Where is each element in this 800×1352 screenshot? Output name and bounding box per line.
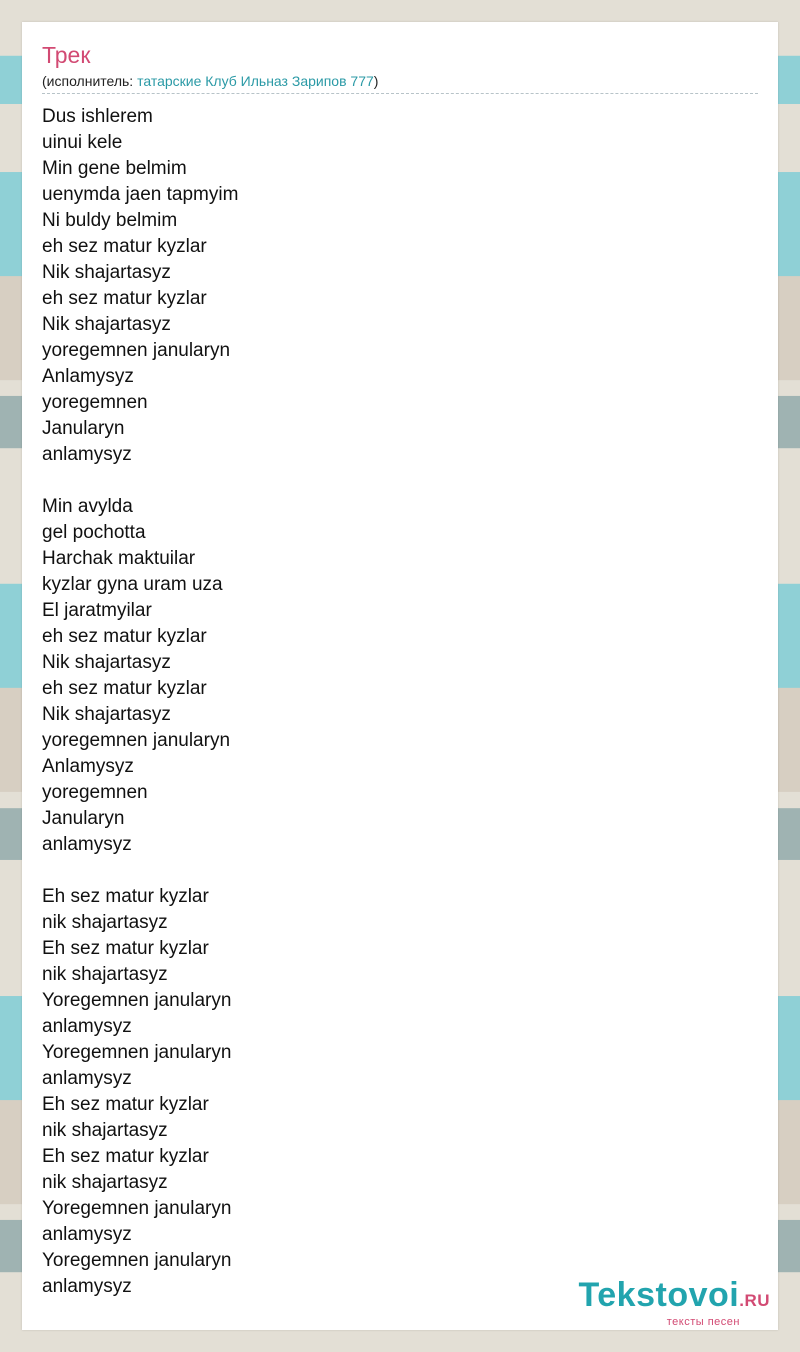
lyric-line: Eh sez matur kyzlar bbox=[42, 938, 209, 959]
lyric-line: uinui kele bbox=[42, 132, 123, 153]
lyric-line: anlamysyz bbox=[42, 1276, 132, 1297]
lyric-line: Dus ishlerem bbox=[42, 106, 153, 127]
lyric-line: anlamysyz bbox=[42, 834, 132, 855]
lyric-line: Nik shajartasyz bbox=[42, 262, 171, 283]
artist-line bbox=[42, 73, 758, 94]
lyric-line: eh sez matur kyzlar bbox=[42, 678, 207, 699]
lyric-line: kyzlar gyna uram uza bbox=[42, 574, 223, 595]
lyric-line: nik shajartasyz bbox=[42, 1120, 168, 1141]
lyric-line: yoregemnen janularyn bbox=[42, 730, 231, 751]
lyric-line: Min gene belmim bbox=[42, 158, 187, 179]
lyric-line: Yoregemnen janularyn bbox=[42, 1250, 232, 1271]
lyrics-card bbox=[22, 22, 778, 1330]
lyric-line: Anlamysyz bbox=[42, 756, 134, 777]
lyric-line: eh sez matur kyzlar bbox=[42, 288, 207, 309]
lyric-line: Yoregemnen janularyn bbox=[42, 1198, 232, 1219]
lyric-line: Nik shajartasyz bbox=[42, 704, 171, 725]
lyric-line: eh sez matur kyzlar bbox=[42, 236, 207, 257]
lyric-line: nik shajartasyz bbox=[42, 912, 168, 933]
lyric-line: anlamysyz bbox=[42, 1068, 132, 1089]
logo-name: Tekstovoi bbox=[578, 1276, 740, 1314]
lyric-line: uenymda jaen tapmyim bbox=[42, 184, 239, 205]
page-title: Трек bbox=[42, 42, 91, 68]
lyric-line: gel pochotta bbox=[42, 522, 146, 543]
lyric-line: nik shajartasyz bbox=[42, 964, 168, 985]
lyric-line: Yoregemnen janularyn bbox=[42, 990, 232, 1011]
lyric-line: Harchak maktuilar bbox=[42, 548, 196, 569]
lyric-line bbox=[42, 468, 238, 494]
lyric-line: Janularyn bbox=[42, 418, 125, 439]
lyric-line: anlamysyz bbox=[42, 1016, 132, 1037]
logo-tld: .RU bbox=[739, 1291, 770, 1310]
lyric-line: Nik shajartasyz bbox=[42, 652, 171, 673]
lyric-line: Eh sez matur kyzlar bbox=[42, 886, 209, 907]
lyric-line bbox=[42, 858, 238, 884]
lyric-line: Janularyn bbox=[42, 808, 125, 829]
lyric-line: eh sez matur kyzlar bbox=[42, 626, 207, 647]
lyrics-text bbox=[42, 104, 238, 1300]
lyric-line: anlamysyz bbox=[42, 444, 132, 465]
lyric-line: Min avylda bbox=[42, 496, 133, 517]
lyric-line: yoregemnen bbox=[42, 782, 148, 803]
lyric-line: nik shajartasyz bbox=[42, 1172, 168, 1193]
lyric-line: Eh sez matur kyzlar bbox=[42, 1094, 209, 1115]
lyric-line: El jaratmyilar bbox=[42, 600, 152, 621]
lyric-line: anlamysyz bbox=[42, 1224, 132, 1245]
logo-tagline: тексты песен bbox=[666, 1316, 740, 1328]
lyric-line: yoregemnen janularyn bbox=[42, 340, 231, 361]
site-logo[interactable] bbox=[579, 1278, 770, 1328]
lyric-line: Eh sez matur kyzlar bbox=[42, 1146, 209, 1167]
lyric-line: Anlamysyz bbox=[42, 366, 134, 387]
lyric-line: Ni buldy belmim bbox=[42, 210, 178, 231]
artist-link[interactable]: татарские Клуб Ильназ Зарипов 777 bbox=[137, 73, 374, 89]
lyric-line: Yoregemnen janularyn bbox=[42, 1042, 232, 1063]
logo-wordmark bbox=[579, 1278, 770, 1318]
artist-suffix: ) bbox=[373, 73, 379, 89]
lyric-line: Nik shajartasyz bbox=[42, 314, 171, 335]
artist-prefix: (исполнитель: bbox=[42, 73, 138, 89]
lyric-line: yoregemnen bbox=[42, 392, 148, 413]
